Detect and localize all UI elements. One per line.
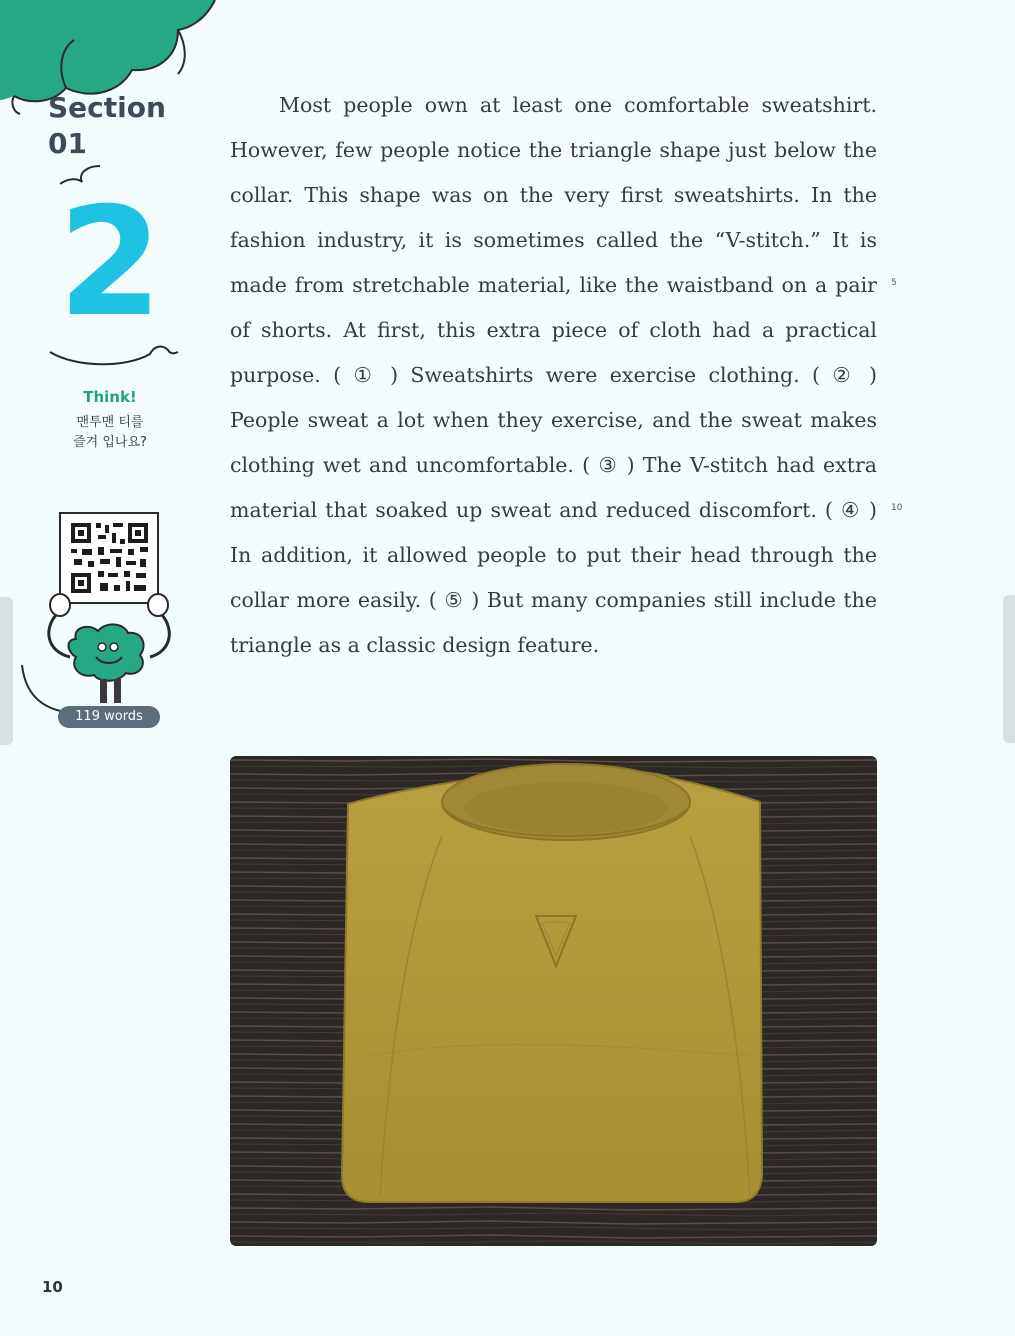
- mascot-qr-illustration: [20, 505, 205, 730]
- think-title: Think!: [83, 388, 137, 406]
- line-number-10: 10: [891, 503, 903, 513]
- section-label: [48, 90, 166, 162]
- passage-text: Most people own at least one comfortable sweatshirt. However, few people notice the triangle shape just below the collar. This shape was on the very first sweatshirts. In the fashion industry, it is sometimes called the “V-stitch.” It is made from stretchable material, like the waistband on a pair of shorts. At first, this extra piece of cloth had a practical purpose. ( ① ) Sweatshirts were exercise clothing. ( ② ) People sweat a lot when they exercise, and the sweat makes clothing wet and uncomfortable. ( ③ ) The V-stitch had extra material that soaked up sweat and reduced discomfort. ( ④ ) In addition, it allowed people to put their head through the collar more easily. ( ⑤ ) But many companies still include the triangle as a classic design feature.: [230, 93, 877, 657]
- think-question: [52, 413, 168, 453]
- word-count-badge: 119 words: [58, 706, 160, 728]
- unit-number: 2: [58, 176, 163, 350]
- think-question-line1: 맨투맨 티를: [76, 415, 144, 430]
- reading-passage: [230, 83, 877, 668]
- right-page-tab[interactable]: [1003, 595, 1015, 743]
- section-number: 01: [48, 127, 87, 160]
- section-word: Section: [48, 91, 166, 124]
- line-number-5: 5: [891, 278, 897, 288]
- underline-curve-decoration: [46, 336, 181, 372]
- think-question-line2: 즐겨 입나요?: [73, 435, 147, 450]
- sweatshirt-photo: [230, 756, 877, 1246]
- left-page-tab[interactable]: [0, 597, 13, 745]
- page-number: 10: [42, 1278, 63, 1296]
